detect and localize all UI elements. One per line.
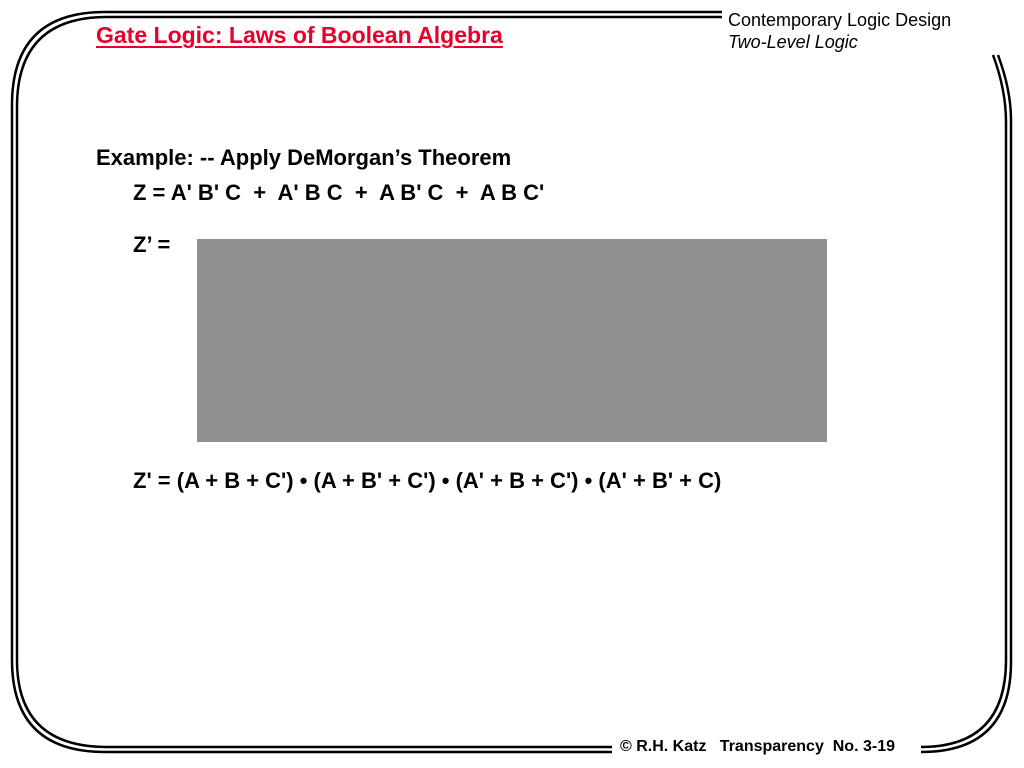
equation-z: Z = A' B' C + A' B C + A B' C + A B C'	[133, 180, 545, 205]
hidden-derivation-block	[197, 239, 827, 442]
frame-inner-right	[921, 55, 1006, 747]
slide-title: Gate Logic: Laws of Boolean Algebra	[96, 22, 503, 48]
example-heading: Example: -- Apply DeMorgan’s Theorem	[96, 145, 512, 170]
frame-outer-right	[921, 55, 1011, 752]
slide-footer: © R.H. Katz Transparency No. 3-19	[620, 738, 895, 755]
equation-z-prime-label: Z’ =	[133, 232, 171, 257]
equation-z-prime-result: Z' = (A + B + C') • (A + B' + C') • (A' + B + C') • (A' + B' + C)	[133, 468, 722, 493]
chapter-name: Two-Level Logic	[728, 32, 858, 52]
course-name: Contemporary Logic Design	[728, 10, 952, 30]
